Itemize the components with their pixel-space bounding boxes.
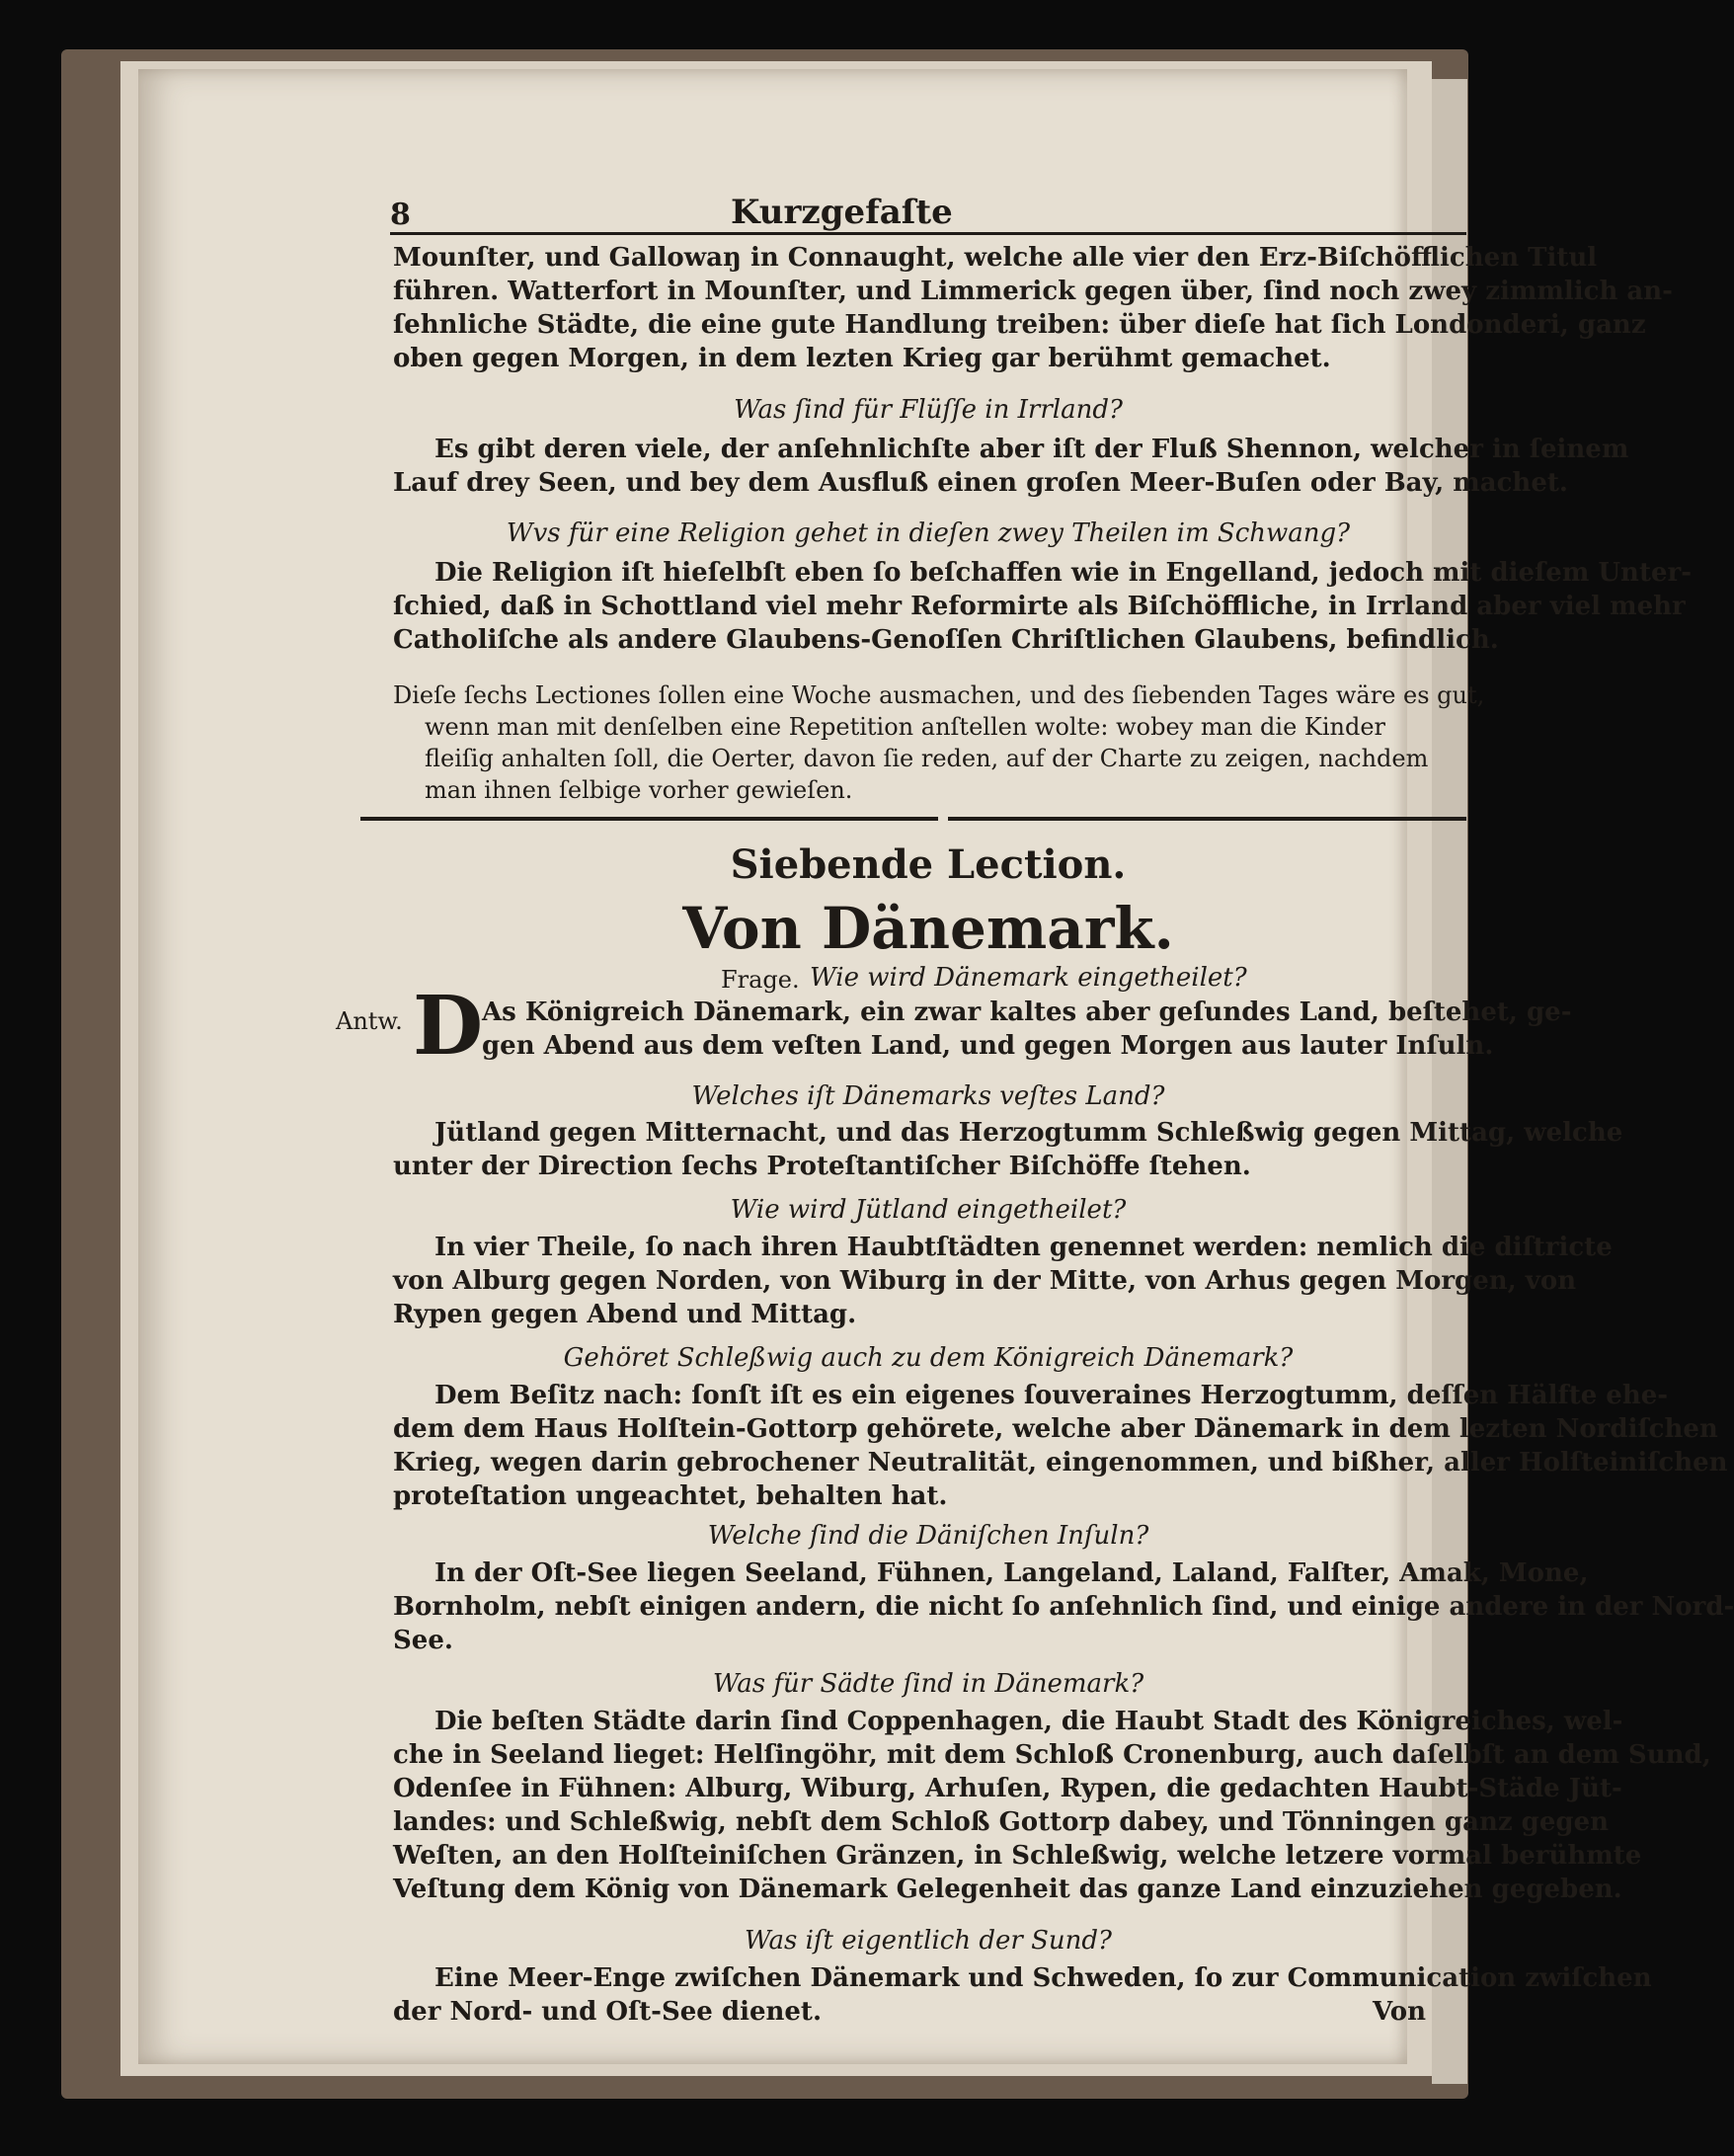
answer-rivers-line: Lauf drey Seen, und bey dem Ausfluß einen groſen Meer-Buſen oder Bay, machet.	[393, 468, 1568, 498]
answer-islands-line: Bornholm, nebſt einigen andern, die nicht ſo anſehnlich ſind, und einige andere in der Nord-	[393, 1592, 1734, 1622]
answer-cities-line: Veſtung dem König von Dänemark Gelegenheit das ganze Land einzuziehen gegeben.	[393, 1875, 1622, 1904]
running-head: Kurzgefaſte	[731, 193, 953, 232]
lesson-heading: Siebende Lection.	[730, 841, 1127, 888]
lesson-note-line: Dieſe ſechs Lectiones ſollen eine Woche ausmachen, und des ſiebenden Tages wäre es gut,	[393, 681, 1485, 709]
lesson-note-line: man ihnen ſelbige vorher gewieſen.	[425, 776, 853, 804]
question-cities: Was für Sädte ſind in Dänemark?	[712, 1669, 1144, 1699]
answer-rivers-line: Es gibt deren viele, der anſehnlichſte aber iſt der Fluß Shennon, welcher in ſeinem	[434, 435, 1629, 464]
answer-mainland-line: unter der Direction ſechs Proteſtantiſcher Biſchöffe ſtehen.	[393, 1152, 1251, 1181]
text-line: Mounſter, und Gallowaŋ in Connaught, welche alle vier den Erz-Biſchöfflichen Titul	[393, 243, 1598, 273]
answer-jutland-line: In vier Theile, ſo nach ihren Haubtſtädten genennet werden: nemlich die diſtricte	[434, 1233, 1613, 1262]
catchword: Von	[1373, 1997, 1427, 2027]
answer-mainland-line: Jütland gegen Mitternacht, und das Herzogtumm Schleßwig gegen Mittag, welche	[434, 1118, 1623, 1148]
page-number: 8	[390, 198, 411, 232]
text-line: ſehnliche Städte, die eine gute Handlung treiben: über dieſe hat ſich Londonderi, ganz	[393, 310, 1646, 340]
answer-cities-line: che in Seeland lieget: Helſingöhr, mit dem Schloß Cronenburg, auch daſelbſt an dem Sund,	[393, 1740, 1711, 1770]
answer-cities-line: landes: und Schleßwig, nebſt dem Schloß Gottorp dabey, und Tönningen ganz gegen	[393, 1807, 1610, 1837]
answer-islands-line: In der Oſt-See liegen Seeland, Fühnen, Langeland, Laland, Falſter, Amak, Mone,	[434, 1558, 1589, 1588]
text-line: oben gegen Morgen, in dem lezten Krieg gar berühmt gemachet.	[393, 344, 1331, 373]
question-islands: Welche ſind die Däniſchen Inſuln?	[707, 1521, 1149, 1551]
question-jutland: Wie wird Jütland eingetheilet?	[730, 1195, 1127, 1225]
answer-division-line: gen Abend aus dem veſten Land, und gegen Morgen aus lauter Inſuln.	[482, 1031, 1494, 1061]
answer-cities-line: Die beſten Städte darin ſind Coppenhagen, die Haubt Stadt des Königreiches, wel-	[434, 1707, 1623, 1736]
answer-religion-line: ſchied, daß in Schottland viel mehr Reformirte als Biſchöffliche, in Irrland aber viel mehr	[393, 592, 1686, 621]
answer-schleswig-line: proteſtation ungeachtet, behalten hat.	[393, 1481, 948, 1511]
drop-cap: D	[413, 979, 484, 1074]
text-line: führen. Watterfort in Mounſter, und Limmerick gegen über, ſind noch zwey zimmlich an-	[393, 277, 1673, 306]
question-religion: Wvs für eine Religion gehet in dieſen zwey Theilen im Schwang?	[506, 519, 1351, 548]
answer-religion-line: Die Religion iſt hieſelbſt eben ſo beſchaffen wie in Engelland, jedoch mit dieſem Unter-	[434, 558, 1692, 588]
question-rivers: Was ſind für Flüſſe in Irrland?	[734, 395, 1123, 425]
header-rule	[390, 232, 1466, 235]
question-sound: Was iſt eigentlich der Sund?	[745, 1926, 1112, 1956]
answer-religion-line: Catholiſche als andere Glaubens-Genoſſen Chriſtlichen Glaubens, befindlich.	[393, 625, 1499, 655]
book-page	[138, 69, 1734, 2064]
answer-jutland-line: Rypen gegen Abend und Mittag.	[393, 1300, 857, 1329]
answer-cities-line: Weſten, an den Holſteiniſchen Gränzen, in Schleßwig, welche letzere vormal berühmte	[393, 1841, 1642, 1871]
question-mainland: Welches iſt Dänemarks veſtes Land?	[691, 1081, 1165, 1111]
answer-sound-line: der Nord- und Oſt-See dienet.	[393, 1997, 822, 2027]
lesson-note-line: wenn man mit denſelben eine Repetition anſtellen wolte: wobey man die Kinder	[425, 713, 1386, 741]
lesson-note-line: fleiſig anhalten ſoll, die Oerter, davon ſie reden, auf der Charte zu zeigen, nachdem	[425, 745, 1429, 772]
answer-sound-line: Eine Meer-Enge zwiſchen Dänemark und Schweden, ſo zur Communication zwiſchen	[434, 1963, 1652, 1993]
answer-division-line: As Königreich Dänemark, ein zwar kaltes aber geſundes Land, beſtehet, ge-	[482, 998, 1572, 1027]
section-divider-left	[360, 817, 938, 821]
frage-label: Frage.	[721, 966, 800, 994]
antw-label: Antw.	[336, 1007, 403, 1035]
answer-schleswig-line: dem dem Haus Holſtein-Gottorp gehörete, welche aber Dänemark in dem lezten Nordiſchen	[393, 1414, 1718, 1444]
answer-cities-line: Odenſee in Fühnen: Alburg, Wiburg, Arhuſen, Rypen, die gedachten Haubt-Städe Jüt-	[393, 1774, 1622, 1803]
chapter-title: Von Dänemark.	[682, 895, 1174, 962]
question-division: Wie wird Dänemark eingetheilet?	[810, 963, 1247, 993]
question-schleswig: Gehöret Schleßwig auch zu dem Königreich Dänemark?	[563, 1343, 1294, 1373]
answer-islands-line: See.	[393, 1626, 453, 1655]
answer-schleswig-line: Krieg, wegen darin gebrochener Neutralität, eingenommen, und bißher, aller Holſteiniſchen	[393, 1448, 1728, 1477]
answer-schleswig-line: Dem Beſitz nach: ſonſt iſt es ein eigenes ſouveraines Herzogtumm, deſſen Hälfte ehe-	[434, 1381, 1669, 1410]
answer-jutland-line: von Alburg gegen Norden, von Wiburg in der Mitte, von Arhus gegen Morgen, von	[393, 1266, 1577, 1296]
section-divider-right	[948, 817, 1466, 821]
